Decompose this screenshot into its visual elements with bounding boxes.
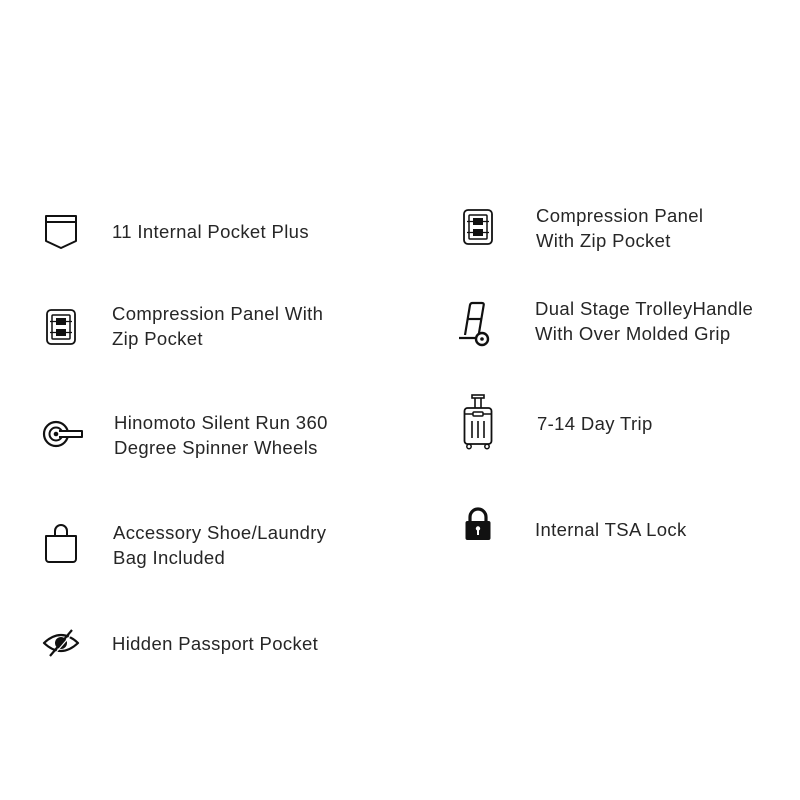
suitcase-icon (463, 394, 493, 450)
compression-panel-icon (463, 209, 493, 245)
pocket-icon (44, 214, 78, 250)
eye-slash-icon (42, 628, 80, 658)
shopping-bag-icon (44, 524, 78, 564)
feature-label-line1: Hinomoto Silent Run 360 (114, 412, 328, 433)
spinner-wheel-icon (42, 418, 84, 450)
feature-label-line1: Dual Stage TrolleyHandle (535, 298, 754, 319)
feature-label-line2: With Zip Pocket (536, 230, 671, 251)
feature-label-line1: Compression Panel (536, 205, 704, 226)
feature-label-line1: Compression Panel With (112, 303, 324, 324)
feature-label: Internal TSA Lock (535, 519, 687, 540)
feature-label-line1: Accessory Shoe/Laundry (113, 522, 327, 543)
feature-label: Hidden Passport Pocket (112, 633, 319, 654)
hand-trolley-icon (458, 301, 494, 349)
feature-label-line2: With Over Molded Grip (535, 323, 731, 344)
feature-label-line2: Bag Included (113, 547, 226, 568)
compression-panel-icon (46, 309, 76, 345)
feature-label: 11 Internal Pocket Plus (112, 221, 309, 242)
feature-label: 7-14 Day Trip (537, 413, 653, 434)
feature-label-line2: Degree Spinner Wheels (114, 437, 318, 458)
feature-label-line2: Zip Pocket (112, 328, 203, 349)
padlock-icon (464, 507, 492, 541)
